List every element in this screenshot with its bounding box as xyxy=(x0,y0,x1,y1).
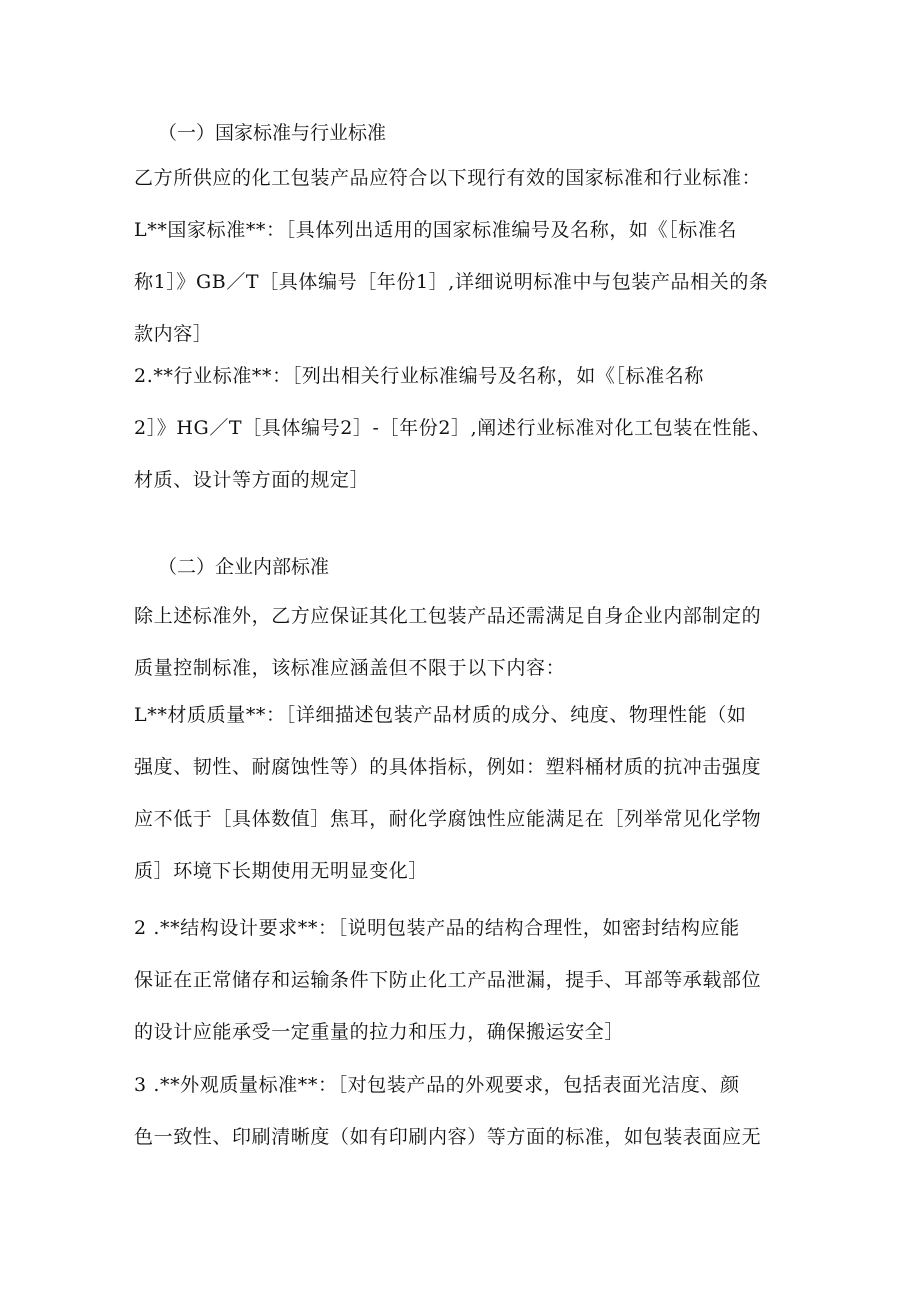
text-line: L**材质质量**：［详细描述包装产品材质的成分、纯度、物理性能（如 xyxy=(134,704,747,726)
text-line: 2.**行业标准**：［列出相关行业标准编号及名称，如《［标准名称 xyxy=(134,365,704,387)
text-line: 除上述标准外，乙方应保证其化工包装产品还需满足自身企业内部制定的 xyxy=(134,605,762,627)
text-line: 材质、设计等方面的规定］ xyxy=(134,469,370,491)
section2-intro xyxy=(134,590,784,694)
text-line: 款内容］ xyxy=(134,323,213,345)
text-line: L**国家标准**：［具体列出适用的国家标准编号及名称，如《［标准名 xyxy=(134,219,738,241)
text-line: 强度、韧性、耐腐蚀性等）的具体指标，例如：塑料桶材质的抗冲击强度 xyxy=(134,756,762,778)
appearance-quality-item xyxy=(134,1059,784,1163)
section-heading-internal: （二）企业内部标准 xyxy=(158,556,330,578)
text-line: 质］环境下长期使用无明显变化］ xyxy=(134,860,429,882)
text-line: 2］》HG／T［具体编号2］-［年份2］,阐述行业标准对化工包装在性能、 xyxy=(134,417,772,439)
text-line: 保证在正常储存和运输条件下防止化工产品泄漏，提手、耳部等承载部位 xyxy=(134,969,762,991)
text-line: 的设计应能承受一定重量的拉力和压力，确保搬运安全］ xyxy=(134,1021,625,1043)
industry-standard-item xyxy=(134,350,784,506)
text-line: 质量控制标准，该标准应涵盖但不限于以下内容： xyxy=(134,657,566,679)
section1-intro xyxy=(134,152,784,204)
text-line: 应不低于［具体数值］焦耳，耐化学腐蚀性应能满足在［列举常见化学物 xyxy=(134,808,762,830)
text-line: 乙方所供应的化工包装产品应符合以下现行有效的国家标准和行业标准： xyxy=(134,167,762,189)
structure-design-item xyxy=(134,902,784,1058)
text-line: 称1］》GB／T［具体编号［年份1］,详细说明标准中与包装产品相关的条 xyxy=(134,271,769,293)
material-quality-item xyxy=(134,689,784,897)
text-line: 3 .**外观质量标准**：［对包装产品的外观要求，包括表面光洁度、颜 xyxy=(134,1074,740,1096)
section-heading-national-industry: （一）国家标准与行业标准 xyxy=(158,122,387,144)
national-standard-item xyxy=(134,204,784,360)
text-line: 2 .**结构设计要求**：［说明包装产品的结构合理性，如密封结构应能 xyxy=(134,917,740,939)
text-line: 色一致性、印刷清晰度（如有印刷内容）等方面的标准，如包装表面应无 xyxy=(134,1126,762,1148)
